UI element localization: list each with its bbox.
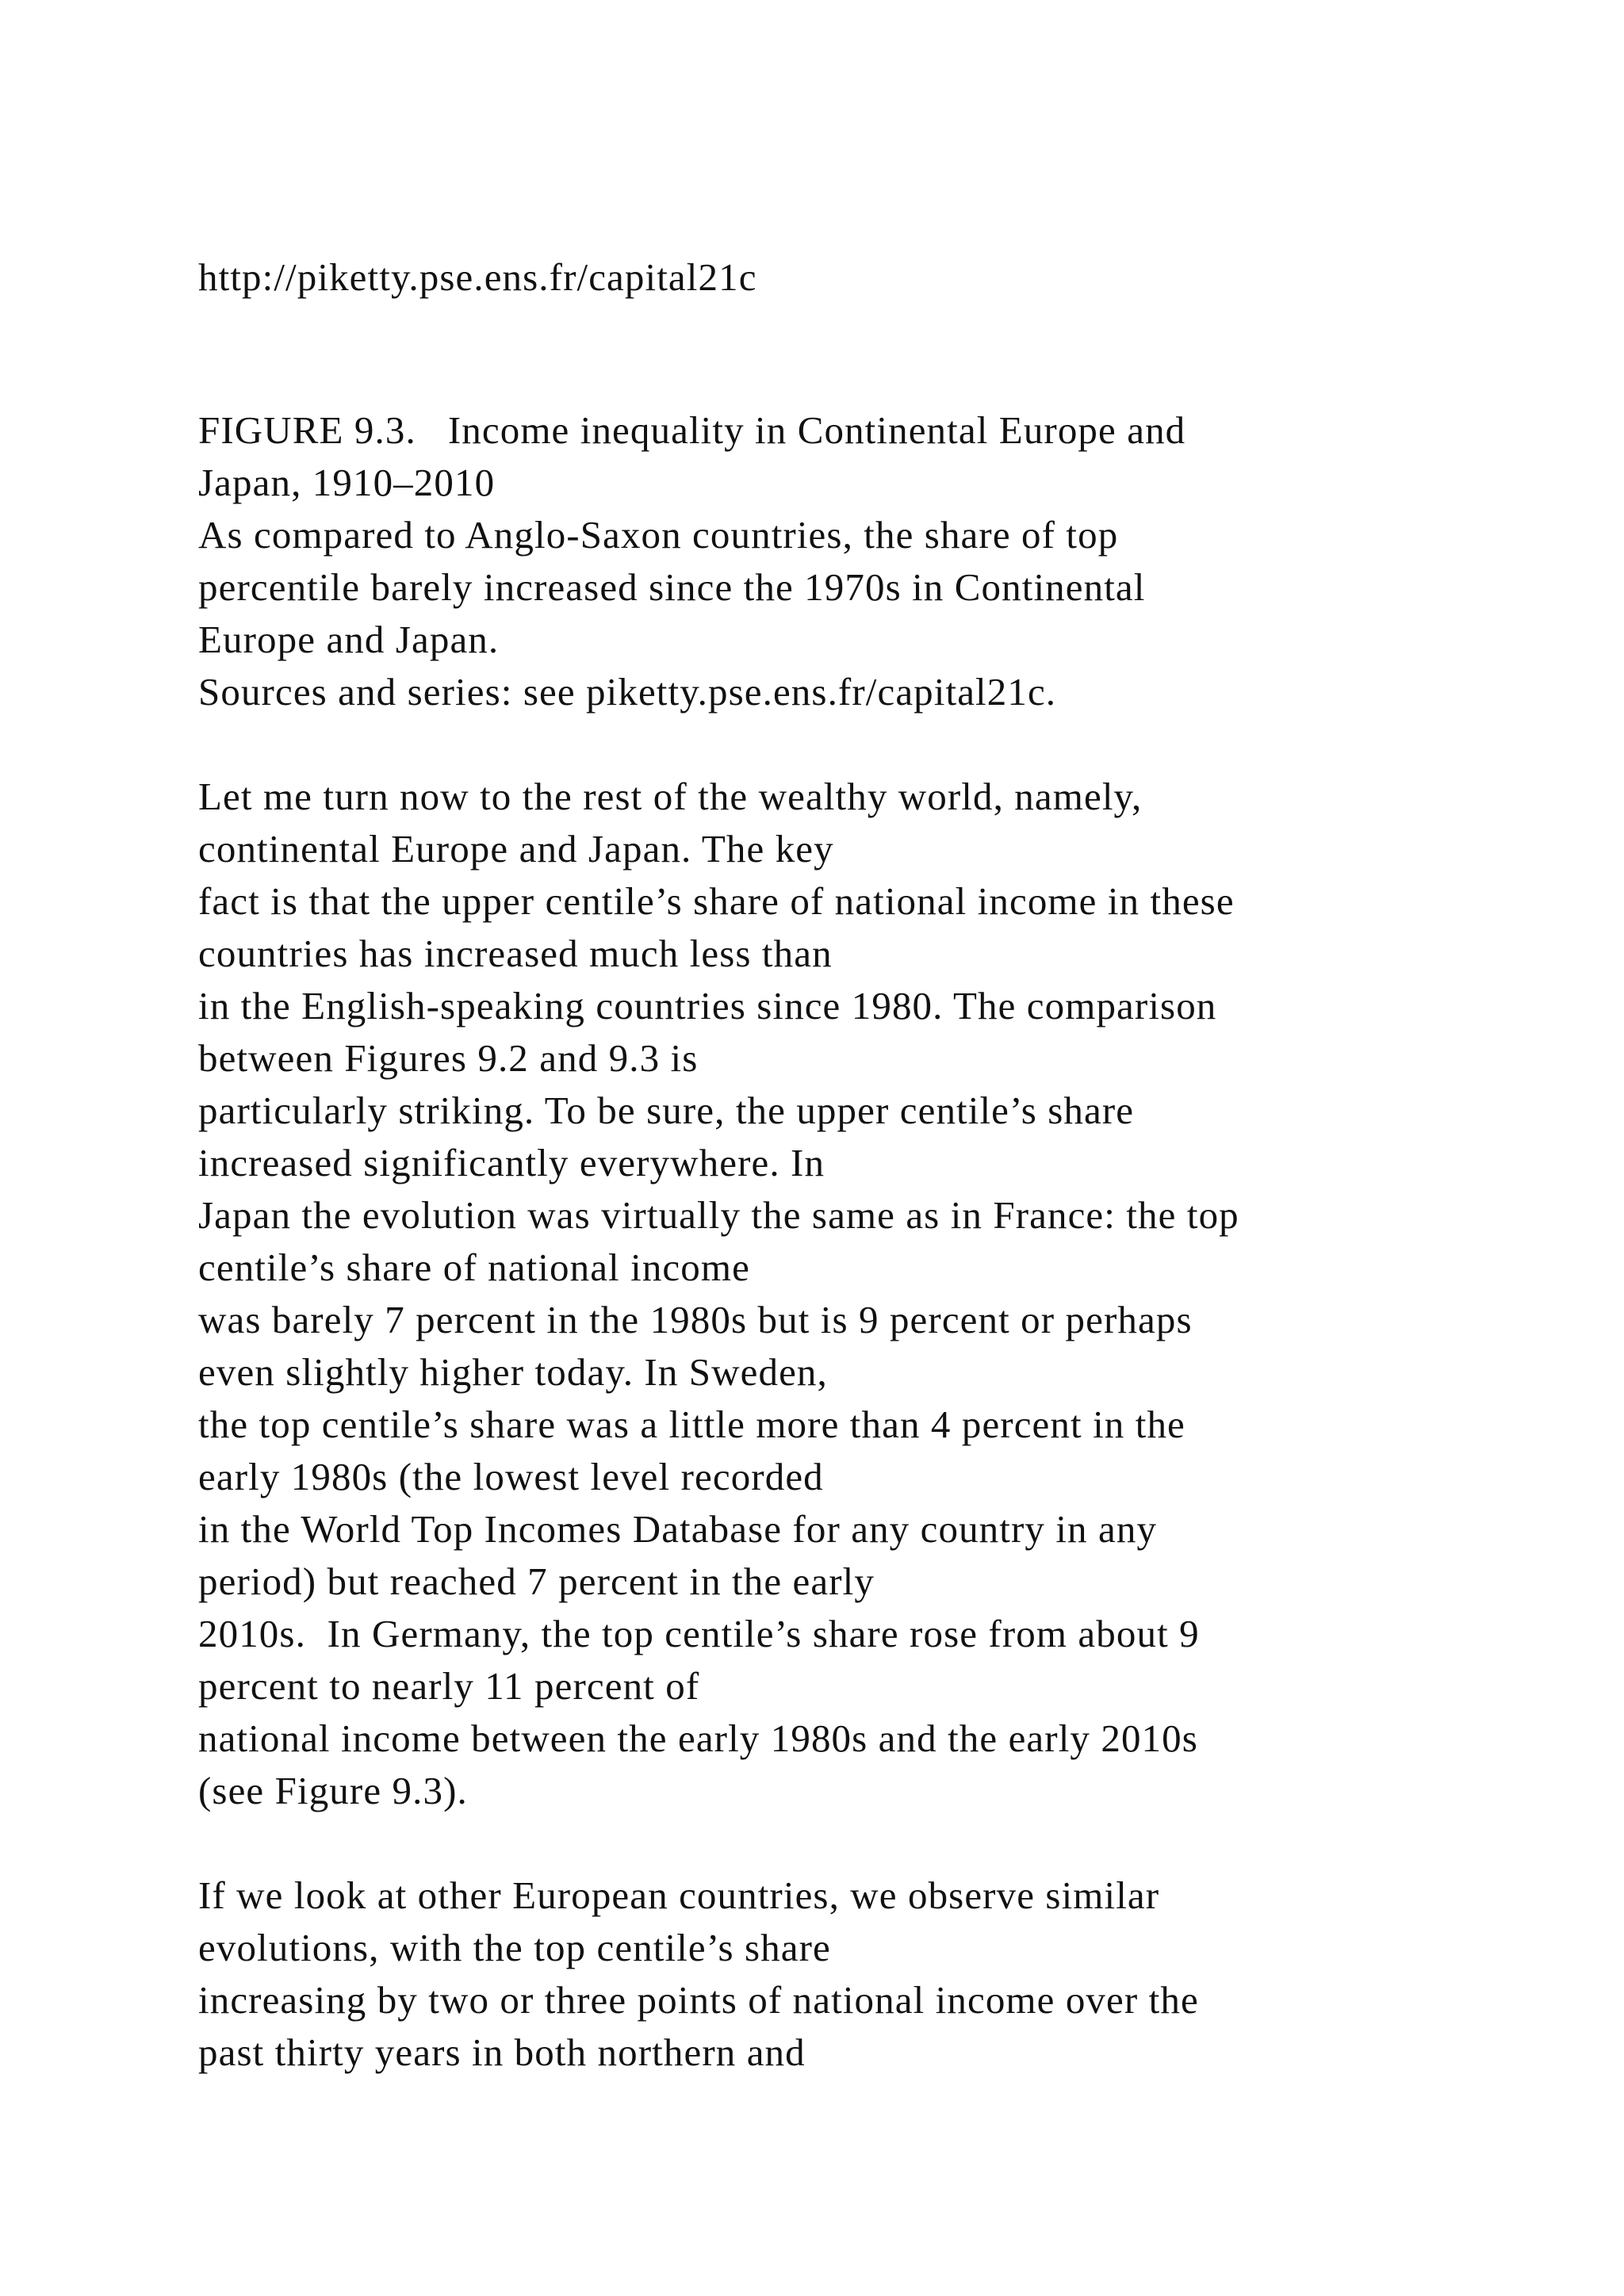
paragraph-line: If we look at other European countries, we observe similar [198,1873,1160,1917]
figure-caption-line: Europe and Japan. [198,618,500,661]
paragraph-line: the top centile’s share was a little more than 4 percent in the [198,1402,1185,1446]
figure-caption-line: As compared to Anglo-Saxon countries, the share of top [198,513,1119,557]
paragraph-line: in the English-speaking countries since 1980. The comparison [198,984,1217,1027]
paragraph-line: Japan the evolution was virtually the same as in France: the top [198,1193,1239,1237]
paragraph-line: (see Figure 9.3). [198,1769,468,1812]
paragraph-line: evolutions, with the top centile’s share [198,1926,831,1969]
paragraph-line: fact is that the upper centile’s share of national income in these [198,879,1235,923]
figure-title-line: FIGURE 9.3. Income inequality in Continental Europe and [198,408,1186,452]
paragraph-line: continental Europe and Japan. The key [198,827,834,871]
paragraph-line: increasing by two or three points of national income over the [198,1978,1199,2022]
source-url: http://piketty.pse.ens.fr/capital21c [198,255,757,299]
paragraph-line: even slightly higher today. In Sweden, [198,1350,828,1394]
paragraph-line: countries has increased much less than [198,932,833,975]
figure-sources: Sources and series: see piketty.pse.ens.fr/capital21c. [198,670,1057,714]
paragraph-line: was barely 7 percent in the 1980s but is 9 percent or perhaps [198,1298,1193,1341]
paragraph-line: Let me turn now to the rest of the wealthy world, namely, [198,775,1143,818]
paragraph-line: in the World Top Incomes Database for any country in any [198,1507,1158,1551]
paragraph-line: 2010s. In Germany, the top centile’s share rose from about 9 [198,1612,1200,1655]
paragraph-line: past thirty years in both northern and [198,2030,806,2074]
paragraph-line: centile’s share of national income [198,1246,750,1289]
paragraph-line: between Figures 9.2 and 9.3 is [198,1036,699,1080]
paragraph-line: particularly striking. To be sure, the upper centile’s share [198,1089,1135,1132]
paragraph-line: early 1980s (the lowest level recorded [198,1455,824,1498]
paragraph-line: period) but reached 7 percent in the early [198,1559,875,1603]
paragraph-line: increased significantly everywhere. In [198,1141,825,1184]
figure-title-line: Japan, 1910–2010 [198,461,496,504]
paragraph-line: percent to nearly 11 percent of [198,1664,700,1708]
figure-caption-line: percentile barely increased since the 1970s in Continental [198,565,1146,609]
paragraph-line: national income between the early 1980s and the early 2010s [198,1716,1198,1760]
